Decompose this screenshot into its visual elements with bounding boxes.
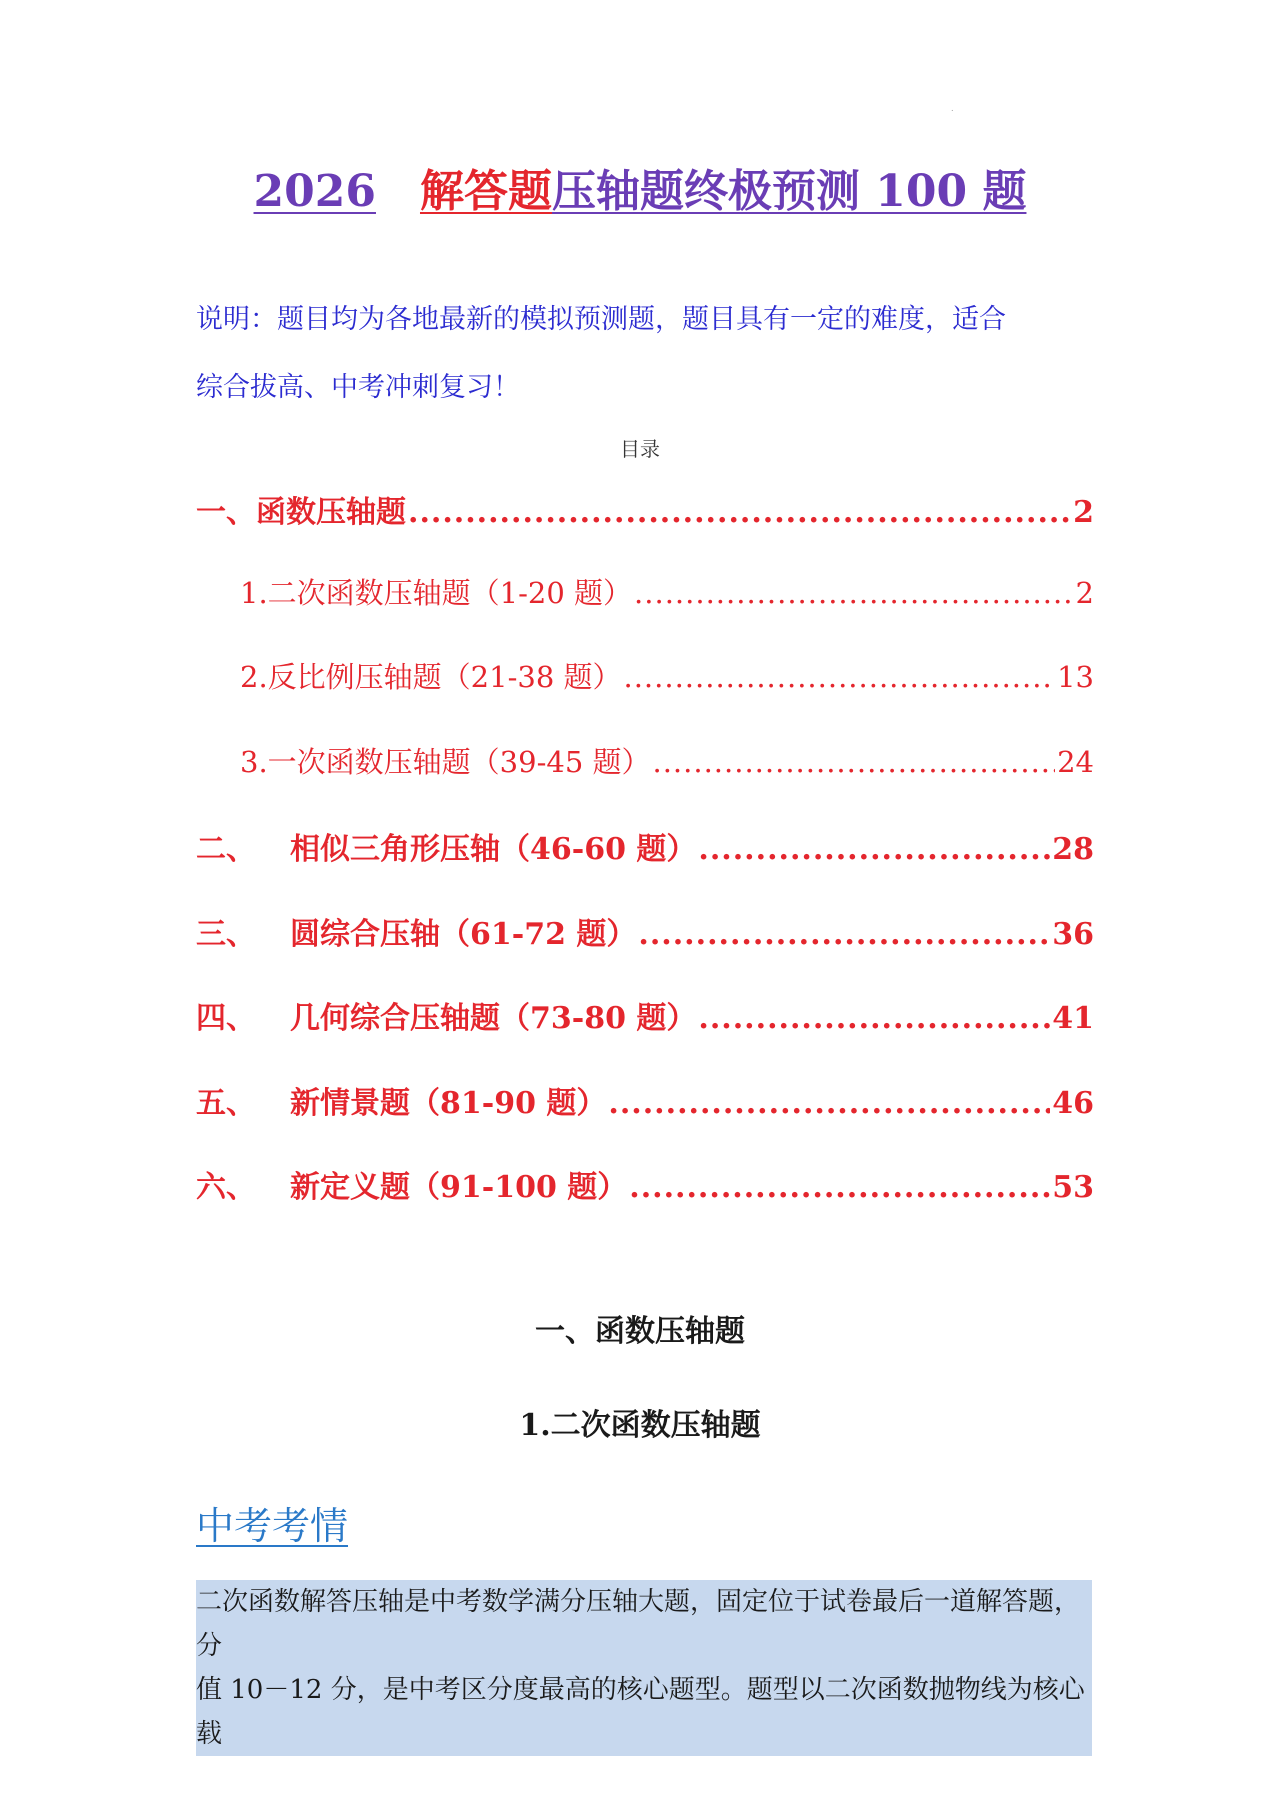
toc-entry-page: 24 bbox=[1057, 745, 1094, 779]
toc-leader-dots bbox=[408, 495, 1071, 530]
toc-entry-label: 3.一次函数压轴题（39-45 题） bbox=[240, 745, 651, 779]
toc-leader-dots bbox=[608, 1086, 1050, 1121]
toc-leader-dots bbox=[653, 745, 1056, 779]
toc-entry-label: 一、函数压轴题 bbox=[196, 495, 406, 530]
toc-entry-page: 46 bbox=[1052, 1086, 1094, 1121]
toc-entry-new-definition[interactable] bbox=[196, 1162, 1094, 1206]
toc-entry-label: 相似三角形压轴（46-60 题） bbox=[290, 832, 697, 867]
intro-note bbox=[196, 286, 1096, 422]
exam-situation-heading: 中考考情 bbox=[196, 1504, 349, 1548]
toc-entry-number: 二、 bbox=[196, 832, 256, 867]
toc-entry-inverse[interactable] bbox=[240, 655, 1094, 699]
toc-entry-label: 2.反比例压轴题（21-38 题） bbox=[240, 660, 622, 694]
toc-entry-label: 圆综合压轴（61-72 题） bbox=[290, 917, 637, 952]
toc-entry-page: 28 bbox=[1052, 832, 1094, 867]
toc-leader-dots bbox=[629, 1170, 1050, 1205]
toc-entry-page: 13 bbox=[1057, 660, 1094, 694]
toc-entry-label: 几何综合压轴题（73-80 题） bbox=[290, 1001, 697, 1036]
document-title bbox=[0, 155, 1280, 219]
toc-entry-functions[interactable] bbox=[196, 487, 1094, 531]
toc-entry-number: 四、 bbox=[196, 1001, 256, 1036]
intro-line-2: 综合拔高、中考冲刺复习！ bbox=[196, 372, 520, 403]
exam-situation-line-1: 二次函数解答压轴是中考数学满分压轴大题，固定位于试卷最后一道解答题，分 bbox=[196, 1580, 1092, 1668]
toc-entry-page: 2 bbox=[1075, 576, 1094, 610]
intro-line-1: 说明：题目均为各地最新的模拟预测题，题目具有一定的难度，适合 bbox=[196, 304, 1006, 335]
title-rest: 压轴题终极预测 100 题 bbox=[551, 166, 1027, 217]
toc-entry-page: 36 bbox=[1052, 917, 1094, 952]
toc-entry-page: 41 bbox=[1052, 1001, 1094, 1036]
toc-entry-similar-triangles[interactable] bbox=[196, 824, 1094, 868]
toc-entry-number: 六、 bbox=[196, 1170, 256, 1205]
toc-entry-circle[interactable] bbox=[196, 909, 1094, 953]
toc-leader-dots bbox=[698, 832, 1050, 867]
toc-entry-quadratic[interactable] bbox=[240, 571, 1094, 615]
toc-entry-label: 1.二次函数压轴题（1-20 题） bbox=[240, 576, 633, 610]
exam-situation-line-2: 值 10－12 分，是中考区分度最高的核心题型。题型以二次函数抛物线为核心载 bbox=[196, 1668, 1092, 1756]
toc-entry-linear[interactable] bbox=[240, 740, 1094, 784]
title-year: 2026 bbox=[253, 166, 376, 217]
toc-entry-number: 三、 bbox=[196, 917, 256, 952]
toc-entry-new-scenario[interactable] bbox=[196, 1078, 1094, 1122]
toc-entry-label: 新情景题（81-90 题） bbox=[290, 1086, 607, 1121]
toc-entry-label: 新定义题（91-100 题） bbox=[290, 1170, 628, 1205]
toc-leader-dots bbox=[638, 917, 1050, 952]
subsection-heading: 1.二次函数压轴题 bbox=[519, 1408, 761, 1443]
toc-entry-geometry[interactable] bbox=[196, 993, 1094, 1037]
toc-leader-dots bbox=[624, 660, 1056, 694]
section-heading: 一、函数压轴题 bbox=[535, 1314, 745, 1349]
page-marker-dot: . bbox=[951, 104, 954, 113]
toc-entry-number: 五、 bbox=[196, 1086, 256, 1121]
toc-entry-page: 53 bbox=[1052, 1170, 1094, 1205]
toc-heading: 目录 bbox=[620, 437, 660, 461]
title-highlight: 解答题 bbox=[419, 166, 552, 217]
toc-leader-dots bbox=[698, 1001, 1050, 1036]
toc-entry-page: 2 bbox=[1073, 495, 1094, 530]
toc-leader-dots bbox=[634, 576, 1074, 610]
exam-situation-text bbox=[196, 1580, 1092, 1756]
